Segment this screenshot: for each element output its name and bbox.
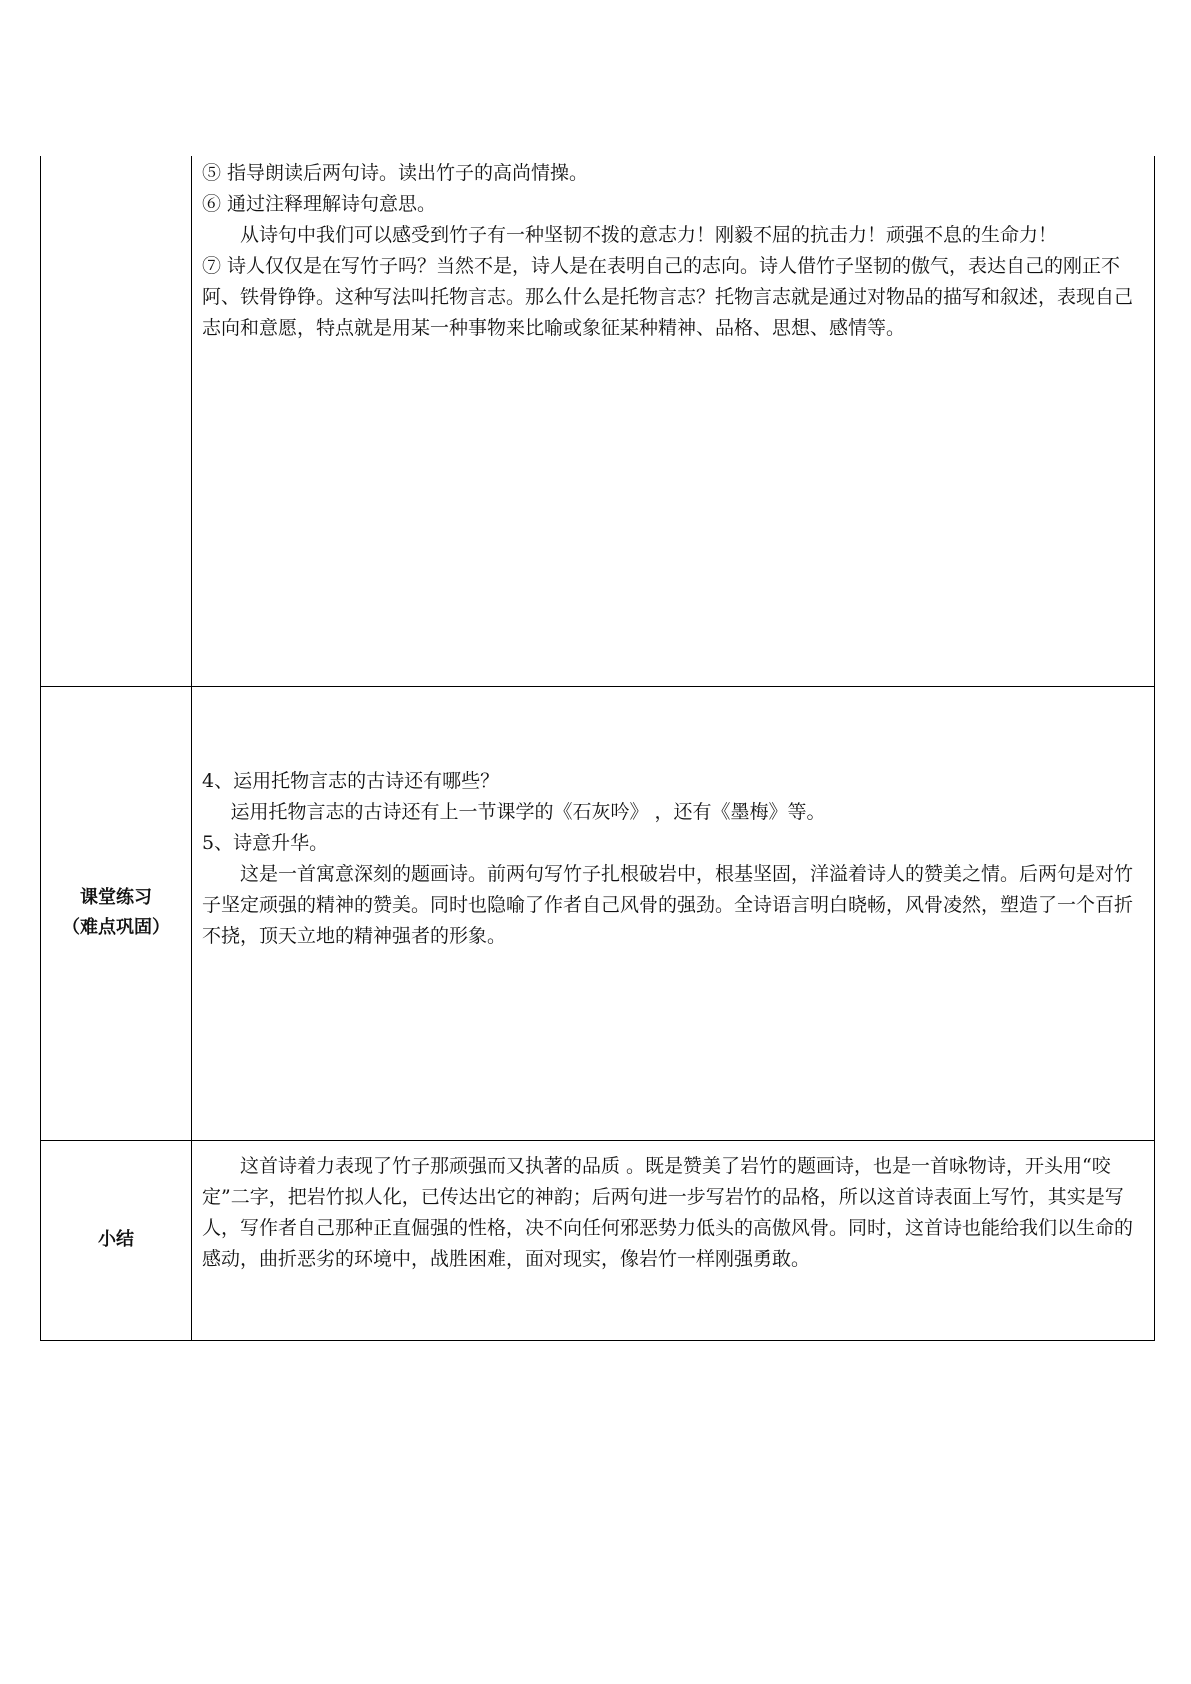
- paragraph: 5、诗意升华。: [202, 831, 329, 854]
- paragraph: ⑤ 指导朗读后两句诗。读出竹子的高尚情操。: [202, 162, 589, 184]
- table-row: [41, 156, 1155, 686]
- row-label-cell: [41, 1140, 192, 1340]
- row-label-line: （难点巩固）: [62, 917, 170, 938]
- paragraph: 运用托物言志的古诗还有上一节课学的《石灰吟》 ，还有《墨梅》等。: [230, 800, 826, 823]
- paragraph: ⑦ 诗人仅仅是在写竹子吗？当然不是，诗人是在表明自己的志向。诗人借竹子坚韧的傲气，表达自己的刚正不阿、铁骨铮铮。这种写法叫托物言志。那么什么是托物言志？托物言志就是通过对物品的描写和叙述，表现自己志向和意愿，特点就是用某一种事物来比喻或象征某种精神、品格、思想、感情等。: [202, 255, 1134, 339]
- row-label-cell: [41, 686, 192, 1140]
- row-label-line: 课堂练习: [80, 887, 152, 908]
- paragraph: 这首诗着力表现了竹子那顽强而又执著的品质 。既是赞美了岩竹的题画诗，也是一首咏物诗，开头用“咬定”二字，把岩竹拟人化，已传达出它的神韵；后两句进一步写岩竹的品格，所以这首诗表面上写竹，其实是写人，写作者自己那种正直倔强的性格，决不向任何邪恶势力低头的高傲风骨。同时，这首诗也能给我们以生命的感动，曲折恶劣的环境中，战胜困难，面对现实，像岩竹一样刚强勇敢。: [202, 1154, 1134, 1270]
- row-label-line: 小结: [98, 1229, 134, 1250]
- paragraph: 4、运用托物言志的古诗还有哪些？: [202, 769, 500, 792]
- row-content-cell: [192, 1140, 1155, 1340]
- table-row: [41, 1140, 1155, 1340]
- row-content-cell: [192, 156, 1155, 686]
- row-label-cell: [41, 156, 192, 686]
- row-content-cell: [192, 686, 1155, 1140]
- table-row: [41, 686, 1155, 1140]
- paragraph: 从诗句中我们可以感受到竹子有一种坚韧不拨的意志力！刚毅不屈的抗击力！顽强不息的生命力！: [240, 224, 1058, 246]
- lesson-plan-table: [40, 156, 1155, 1341]
- paragraph: ⑥ 通过注释理解诗句意思。: [202, 193, 437, 215]
- paragraph: 这是一首寓意深刻的题画诗。前两句写竹子扎根破岩中，根基坚固，洋溢着诗人的赞美之情。后两句是对竹子坚定顽强的精神的赞美。同时也隐喻了作者自己风骨的强劲。全诗语言明白晓畅，风骨凌然，塑造了一个百折不挠，顶天立地的精神强者的形象。: [202, 862, 1134, 947]
